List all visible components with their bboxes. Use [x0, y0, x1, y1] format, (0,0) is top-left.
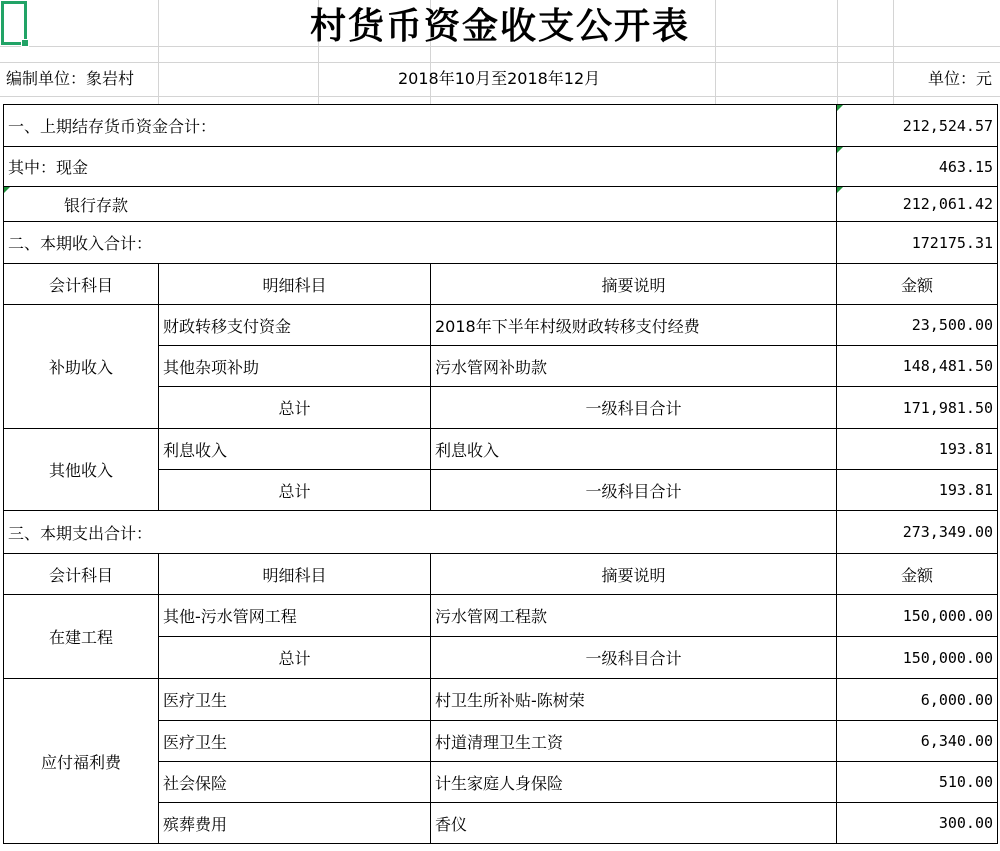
subtotal-amount[interactable]: 193.81	[837, 470, 998, 511]
col-header-account: 会计科目	[4, 554, 159, 595]
detail-cell: 利息收入	[159, 429, 431, 470]
page-title: 村货币资金收支公开表	[309, 5, 690, 47]
subtotal-amount[interactable]: 150,000.00	[837, 637, 998, 679]
cash-value[interactable]: 463.15	[837, 147, 998, 187]
subtotal-description: 一级科目合计	[431, 637, 837, 679]
fund-table	[3, 104, 998, 844]
account-construction: 在建工程	[4, 595, 159, 679]
description-cell: 污水管网工程款	[431, 595, 837, 637]
amount-cell[interactable]: 23,500.00	[837, 305, 998, 346]
prev-balance-row	[4, 105, 998, 147]
expense-total-value[interactable]: 273,349.00	[837, 511, 998, 554]
detail-cell: 医疗卫生	[159, 679, 431, 721]
compiling-unit: 编制单位：象岩村	[6, 69, 135, 88]
gridline	[0, 96, 1000, 97]
description-cell: 村道清理卫生工资	[431, 721, 837, 762]
income-total-label: 二、本期收入合计：	[4, 222, 837, 264]
detail-cell: 殡葬费用	[159, 803, 431, 844]
detail-cell: 社会保险	[159, 762, 431, 803]
bank-label: 银行存款	[4, 187, 837, 222]
description-cell: 香仪	[431, 803, 837, 844]
income-total-row	[4, 222, 998, 264]
amount-cell[interactable]: 193.81	[837, 429, 998, 470]
description-cell: 村卫生所补贴-陈树荣	[431, 679, 837, 721]
expense-total-row	[4, 511, 998, 554]
col-header-amount: 金额	[837, 554, 998, 595]
description-cell: 计生家庭人身保险	[431, 762, 837, 803]
account-subsidy-income: 补助收入	[4, 305, 159, 429]
amount-cell[interactable]: 300.00	[837, 803, 998, 844]
description-cell: 污水管网补助款	[431, 346, 837, 387]
detail-cell: 财政转移支付资金	[159, 305, 431, 346]
cash-label: 其中：现金	[4, 147, 837, 187]
amount-cell[interactable]: 510.00	[837, 762, 998, 803]
report-period: 2018年10月至2018年12月	[398, 69, 601, 88]
table-row	[4, 679, 998, 721]
amount-cell[interactable]: 6,340.00	[837, 721, 998, 762]
col-header-detail: 明细科目	[159, 554, 431, 595]
col-header-detail: 明细科目	[159, 264, 431, 305]
expense-header-row	[4, 554, 998, 595]
description-cell: 利息收入	[431, 429, 837, 470]
description-cell: 2018年下半年村级财政转移支付经费	[431, 305, 837, 346]
detail-cell: 其他杂项补助	[159, 346, 431, 387]
prev-balance-label: 一、上期结存货币资金合计：	[4, 105, 837, 147]
amount-cell[interactable]: 150,000.00	[837, 595, 998, 637]
subtotal-description: 一级科目合计	[431, 387, 837, 429]
bank-value[interactable]: 212,061.42	[837, 187, 998, 222]
amount-cell[interactable]: 148,481.50	[837, 346, 998, 387]
subtotal-description: 一级科目合计	[431, 470, 837, 511]
cash-row	[4, 147, 998, 187]
account-other-income: 其他收入	[4, 429, 159, 511]
account-welfare-payable: 应付福利费	[4, 679, 159, 844]
table-row	[4, 595, 998, 637]
subtotal-label: 总计	[159, 470, 431, 511]
income-header-row	[4, 264, 998, 305]
amount-cell[interactable]: 6,000.00	[837, 679, 998, 721]
gridline	[0, 62, 1000, 63]
col-header-description: 摘要说明	[431, 264, 837, 305]
detail-cell: 医疗卫生	[159, 721, 431, 762]
income-total-value[interactable]: 172175.31	[837, 222, 998, 264]
table-row	[4, 305, 998, 346]
currency-unit: 单位：元	[927, 69, 992, 88]
table-row	[4, 429, 998, 470]
expense-total-label: 三、本期支出合计：	[4, 511, 837, 554]
subtotal-label: 总计	[159, 387, 431, 429]
bank-row	[4, 187, 998, 222]
prev-balance-value[interactable]: 212,524.57	[837, 105, 998, 147]
col-header-amount: 金额	[837, 264, 998, 305]
col-header-account: 会计科目	[4, 264, 159, 305]
subtotal-amount[interactable]: 171,981.50	[837, 387, 998, 429]
detail-cell: 其他-污水管网工程	[159, 595, 431, 637]
subtotal-label: 总计	[159, 637, 431, 679]
col-header-description: 摘要说明	[431, 554, 837, 595]
